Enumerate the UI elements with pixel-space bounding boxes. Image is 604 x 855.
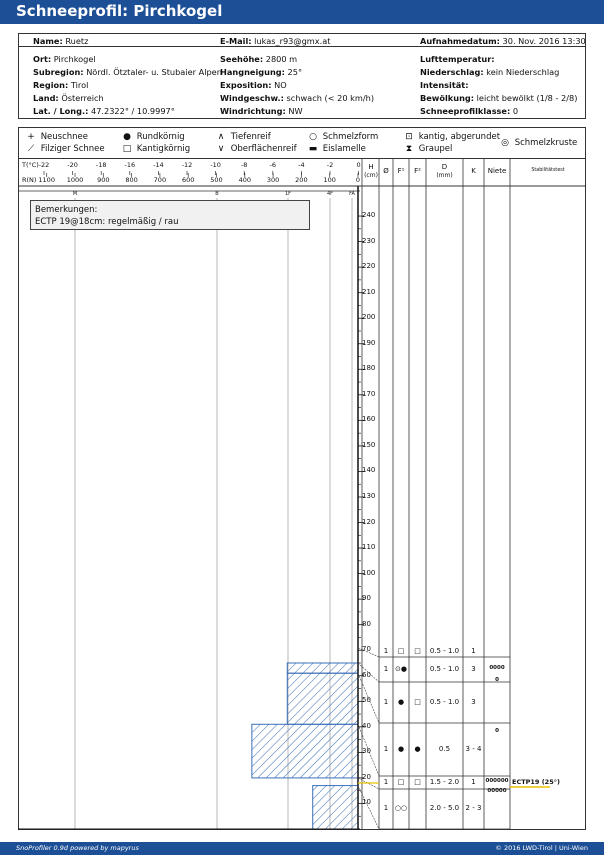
height-tick-label: 180	[362, 364, 376, 373]
r-tick-label: 0	[355, 176, 361, 184]
t-tick-label: -10	[210, 161, 221, 169]
t-axis-label: T(°C)	[22, 161, 39, 169]
r-tick-label: 300	[266, 176, 280, 184]
hardness-label: 1F	[284, 191, 292, 197]
f2-header: F²	[414, 167, 421, 175]
hardness-bar	[313, 786, 358, 829]
hardness-label: B	[215, 191, 219, 197]
height-tick-label: 10	[362, 798, 371, 807]
legend-rundkoernig: ● Rundkörnig	[120, 132, 185, 142]
seehoehe-row: Seehöhe: 2800 m	[220, 54, 298, 64]
t-tick-label: -22	[38, 161, 50, 169]
legend-eislamelle: ▬ Eislamelle	[306, 144, 366, 154]
r-tick-label: 1100	[38, 176, 55, 184]
height-tick-label: 20	[362, 772, 371, 781]
r-tick-label: 500	[210, 176, 223, 184]
r-tick-label: 1000	[66, 176, 84, 184]
height-tick-label: 200	[362, 313, 376, 322]
d-cell: 1.5 - 2.0	[429, 777, 460, 786]
footer-right: © 2016 LWD-Tirol | Uni-Wien	[495, 844, 588, 852]
height-tick-label: 80	[362, 619, 371, 628]
bar-icon: ▬	[308, 144, 318, 154]
f1-cell: ⊙●	[395, 664, 407, 673]
hardness-bar	[287, 663, 358, 673]
height-tick-label: 160	[362, 415, 376, 424]
f2-cell: □	[414, 646, 421, 655]
r-axis-label: R(N)	[22, 176, 37, 184]
r-tick-label: 200	[295, 176, 308, 184]
height-tick-label: 120	[362, 517, 376, 526]
f1-cell: ●	[397, 744, 405, 753]
height-tick-label: 220	[362, 262, 376, 271]
k-cell: 2 - 3	[465, 804, 482, 812]
theta-cell: 1	[383, 697, 389, 706]
legend-filziger: ⟋ Filziger Schnee	[24, 144, 105, 154]
legend-kantig-abgerundet: ⊡ kantig, abgerundet	[402, 132, 500, 142]
d-cell: 0.5 - 1.0	[429, 646, 460, 655]
ort-row: Ort: Pirchkogel	[33, 54, 96, 64]
double-circle-icon: ◎	[501, 138, 509, 148]
d-unit: (mm)	[436, 172, 453, 179]
plus-icon: +	[27, 132, 35, 142]
email-row: E-Mail: lukas_r93@gmx.at	[220, 36, 331, 46]
height-tick-label: 70	[362, 645, 371, 654]
d-cell: 2.0 - 5.0	[429, 804, 460, 812]
t-tick-label: -20	[67, 161, 78, 169]
r-tick-label: 700	[153, 176, 167, 184]
f1-header: F¹	[397, 167, 405, 175]
footer-left: SnoProfiler 0.9d powered by mapyrus	[16, 844, 139, 852]
height-tick-label: 40	[362, 721, 371, 730]
height-tick-label: 50	[362, 696, 371, 705]
k-cell: 1	[471, 777, 476, 786]
theta-cell: 1	[383, 664, 389, 673]
region-row: Region: Tirol	[33, 80, 89, 90]
remarks-text: ECTP 19@18cm: regelmäßig / rau	[35, 217, 179, 227]
klasse-row: Schneeprofilklasse: 0	[420, 106, 519, 116]
hangneigung-row: Hangneigung: 25°	[220, 67, 303, 77]
hardness-label: 4F	[326, 191, 334, 197]
legend-neuschnee: + Neuschnee	[24, 132, 88, 142]
open-circle-icon: ○	[309, 132, 317, 142]
hardness-label: FA	[349, 191, 355, 197]
legend-schmelzform: ○ Schmelzform	[306, 132, 378, 142]
k-cell: 1	[471, 646, 476, 655]
k-header: K	[471, 167, 476, 175]
remarks-box	[30, 200, 310, 230]
theta-cell: 1	[383, 646, 389, 655]
height-tick-label: 190	[362, 338, 376, 347]
t-tick-label: -12	[181, 161, 193, 169]
graupel-icon: ⧗	[405, 144, 413, 154]
height-tick-label: 240	[362, 211, 376, 220]
t-tick-label: -2	[326, 161, 334, 169]
hardness-bar	[287, 673, 358, 724]
remarks-title: Bemerkungen:	[35, 205, 98, 215]
page-title: Schneeprofil: Pirchkogel	[16, 2, 223, 20]
height-tick-label: 140	[362, 466, 376, 475]
niete-header: Niete	[487, 167, 507, 175]
t-tick-label: -8	[240, 161, 248, 169]
date-row: Aufnahmedatum: 30. Nov. 2016 13:30	[420, 36, 586, 46]
rounded-square-icon: ⊡	[405, 132, 413, 142]
k-cell: 3	[471, 664, 476, 673]
exposition-row: Exposition: NO	[220, 80, 287, 90]
height-tick-label: 60	[362, 670, 371, 679]
height-tick-label: 110	[362, 543, 376, 552]
k-cell: 3 - 4	[465, 744, 482, 753]
d-header: D	[441, 163, 448, 171]
niete-cell: 0000	[489, 665, 505, 672]
windrichtung-row: Windrichtung: NW	[220, 106, 303, 116]
theta-cell: 1	[383, 804, 389, 812]
t-tick-label: -18	[95, 161, 107, 169]
niederschlag-row: Niederschlag: kein Niederschlag	[420, 67, 560, 77]
height-tick-label: 90	[362, 594, 371, 603]
stab-header: Stabilitätstest	[531, 168, 565, 173]
slash-icon: ⟋	[27, 144, 35, 154]
legend-graupel: ⧗ Graupel	[402, 144, 452, 154]
legend-oberflaechenreif: ∨ Oberflächenreif	[214, 144, 297, 154]
caret-down-icon: ∨	[217, 144, 225, 154]
name-row: Name: Ruetz	[33, 36, 89, 46]
d-cell: 0.5 - 1.0	[429, 664, 460, 673]
height-tick-label: 30	[362, 747, 371, 756]
layer-connector	[358, 786, 379, 829]
t-tick-label: -4	[298, 161, 305, 169]
latlong-row: Lat. / Long.: 47.2322° / 10.9997°	[33, 106, 175, 116]
height-tick-label: 100	[362, 568, 376, 577]
theta-cell: 1	[383, 744, 389, 753]
square-icon: □	[122, 144, 132, 154]
r-tick-label: 600	[181, 176, 195, 184]
height-tick-label: 150	[362, 440, 376, 449]
bewoelkung-row: Bewölkung: leicht bewölkt (1/8 - 2/8)	[420, 93, 578, 103]
intensitaet-row: Intensität:	[420, 80, 469, 90]
f2-cell: □	[414, 777, 421, 786]
d-cell: 0.5 - 1.0	[429, 697, 460, 706]
t-tick-label: -14	[153, 161, 164, 169]
theta-cell: 1	[383, 777, 389, 786]
footer-bar	[0, 842, 604, 855]
f1-cell: □	[397, 777, 405, 786]
hardness-bar	[252, 724, 358, 778]
f1-cell: □	[397, 646, 405, 655]
f2-cell: ●	[414, 744, 421, 753]
h-unit: (cm)	[364, 172, 378, 179]
k-cell: 3	[471, 697, 476, 706]
windgeschw-row: Windgeschw.: schwach (< 20 km/h)	[220, 93, 375, 103]
stability-label: ECTP19 (25°)	[512, 778, 560, 787]
height-tick-label: 210	[362, 287, 376, 296]
legend-kantigkoernig: □ Kantigkörnig	[120, 144, 190, 154]
f2-cell: □	[414, 697, 421, 706]
r-tick-label: 100	[323, 176, 336, 184]
caret-up-icon: ∧	[217, 132, 225, 142]
niete-cell: 0	[495, 676, 499, 683]
land-row: Land: Österreich	[33, 93, 104, 103]
legend-tiefenreif: ∧ Tiefenreif	[214, 132, 271, 142]
niete-cell: 0	[495, 727, 499, 734]
r-tick-label: 400	[238, 176, 251, 184]
niete-cell: 00000	[487, 787, 507, 794]
filled-circle-icon: ●	[123, 132, 131, 142]
f1-cell: ●	[397, 697, 405, 706]
subregion-row: Subregion: Nördl. Ötztaler- u. Stubaier Alpen	[33, 67, 222, 77]
t-tick-label: 0	[356, 161, 361, 169]
f1-cell: ○○	[394, 804, 408, 812]
r-tick-label: 900	[97, 176, 110, 184]
height-tick-label: 170	[362, 389, 376, 398]
h-header: H	[368, 163, 374, 171]
r-tick-label: 800	[125, 176, 138, 184]
height-tick-label: 130	[362, 491, 376, 500]
height-tick-label: 230	[362, 236, 376, 245]
hardness-label: M	[72, 191, 78, 197]
theta-header: Ø	[383, 167, 389, 175]
niete-cell: 000000	[485, 777, 509, 784]
t-tick-label: -16	[124, 161, 136, 169]
lufttemp-row: Lufttemperatur:	[420, 54, 495, 64]
legend-schmelzkruste: ◎ Schmelzkruste	[498, 138, 577, 148]
t-tick-label: -6	[269, 161, 277, 169]
d-cell: 0.5	[438, 744, 451, 753]
